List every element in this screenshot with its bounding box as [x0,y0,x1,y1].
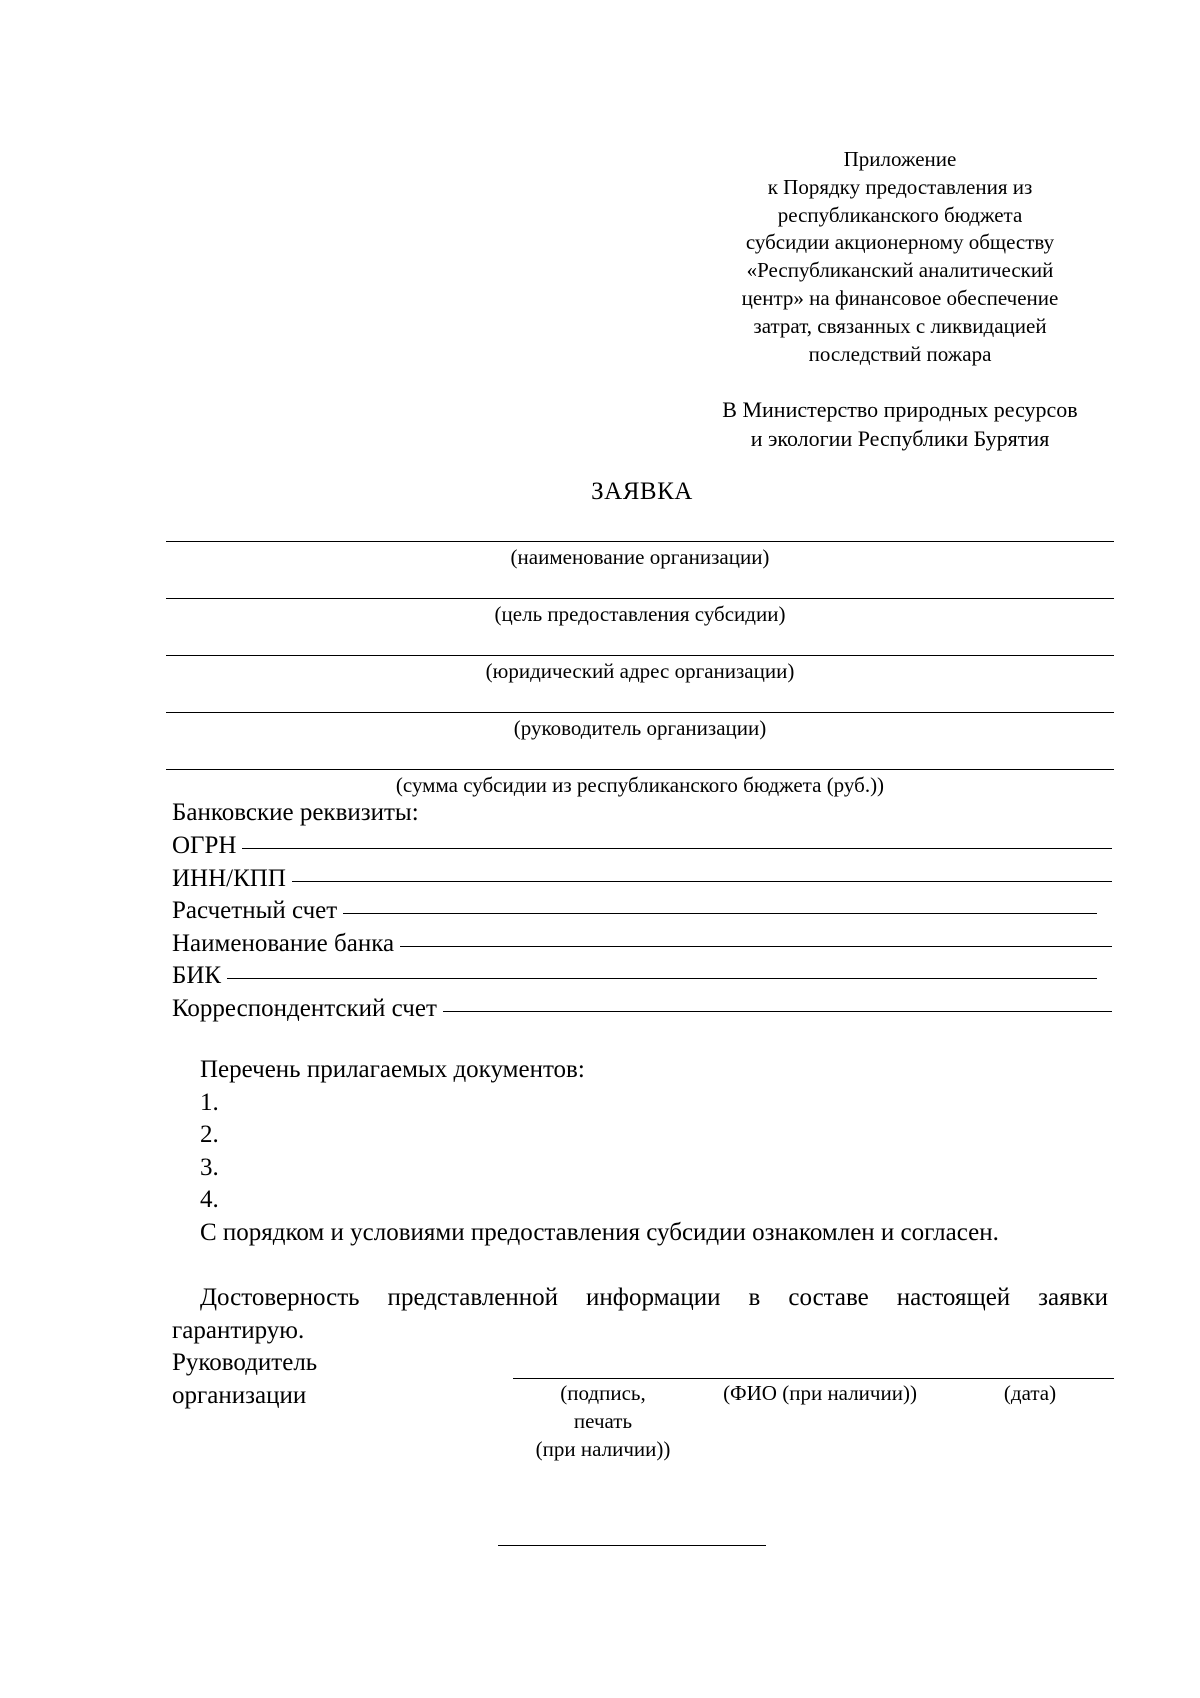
bank-name-field[interactable] [400,946,1112,947]
signatory-label-line: Руководитель [172,1349,318,1376]
bank-name-row [172,930,1112,962]
correspondent-account-label: Корреспондентский счет [172,995,437,1022]
inn-kpp-field[interactable] [292,881,1112,882]
document-item: 3. [200,1153,219,1181]
ogrn-field[interactable] [242,848,1112,849]
signature-caption-line: (при наличии)) [535,1436,671,1461]
bik-field[interactable] [227,978,1097,979]
appendix-line: центр» на финансовое обеспечение [741,285,1059,310]
signature-field[interactable] [513,1378,1114,1379]
appendix-line: затрат, связанных с ликвидацией [753,313,1047,338]
bank-details-heading: Банковские реквизиты: [172,799,419,826]
appendix-line: субсидии акционерному обществу [745,230,1055,255]
inn-kpp-row [172,865,1112,897]
document-item: 1. [200,1088,219,1116]
appendix-header [690,146,1110,368]
settlement-account-label: Расчетный счет [172,897,338,924]
ogrn-label: ОГРН [172,832,237,859]
organization-name-caption: (наименование организации) [510,545,770,569]
recipient-block [690,395,1110,453]
appendix-line: к Порядку предоставления из [767,174,1033,199]
signature-caption-line: печать [573,1408,633,1433]
organization-name-field[interactable] [166,541,1114,542]
bank-name-label: Наименование банка [172,930,395,957]
document-title: ЗАЯВКА [591,478,693,505]
recipient-line: и экологии Республики Бурятия [750,426,1050,451]
date-caption: (дата) [1003,1381,1057,1405]
settlement-account-row [172,897,1097,929]
ogrn-row [172,832,1112,864]
document-item: 2. [200,1121,219,1148]
signatory-label [172,1347,317,1412]
legal-address-field[interactable] [166,655,1114,656]
full-name-caption: (ФИО (при наличии)) [723,1381,917,1405]
recipient-line: В Министерство природных ресурсов [722,397,1078,422]
correspondent-account-field[interactable] [443,1011,1112,1012]
appendix-line: республиканского бюджета [777,202,1023,227]
document-item: 4. [200,1186,219,1213]
attached-documents-heading: Перечень прилагаемых документов: [200,1056,585,1083]
bik-row [172,962,1097,994]
appendix-line: последствий пожара [808,341,992,366]
signatory-label-line: организации [172,1381,307,1409]
appendix-line: Приложение [843,147,957,171]
subsidy-purpose-caption: (цель предоставления субсидии) [494,602,786,626]
guarantee-statement: Достоверность представленной информации в составе настоящей заявки гарантирую. [172,1284,1108,1344]
organization-head-field[interactable] [166,712,1114,713]
inn-kpp-label: ИНН/КПП [172,865,286,892]
subsidy-purpose-field[interactable] [166,598,1114,599]
organization-head-caption: (руководитель организации) [513,716,767,740]
bik-label: БИК [172,962,222,989]
subsidy-amount-field[interactable] [166,769,1114,770]
agreement-statement: С порядком и условиями предоставления субсидии ознакомлен и согласен. [200,1219,999,1246]
bottom-divider [498,1545,766,1546]
correspondent-account-row [172,995,1112,1027]
signature-caption [512,1380,694,1463]
signature-caption-line: (подпись, [560,1381,646,1405]
legal-address-caption: (юридический адрес организации) [485,659,795,683]
attached-documents [200,1054,585,1217]
appendix-line: «Республиканский аналитический [746,258,1054,283]
subsidy-amount-caption: (сумма субсидии из республиканского бюджета (руб.)) [395,773,885,797]
settlement-account-field[interactable] [343,913,1097,914]
